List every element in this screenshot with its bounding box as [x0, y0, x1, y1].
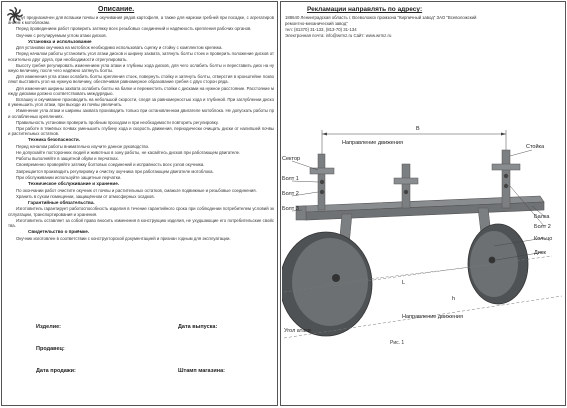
address-line: 188640 Ленинградская область г. Всеволожск промзона "Кирпичный завод" ЗАО "Всеволожский — [285, 15, 477, 20]
left-page — [1, 1, 278, 406]
paragraph: Перед проведением работ проверить затяжку всех резьбовых соединений и надёжность крепления рабочих органов. — [16, 26, 252, 32]
dimension-b — [322, 126, 506, 196]
section-heading: Свидетельство о приёмке. — [28, 229, 90, 235]
section-heading: Техника безопасности. — [28, 137, 81, 143]
hiller-diagram — [282, 46, 564, 346]
label-stand: Стойка — [526, 144, 545, 150]
label-direction-top: Направление движения — [342, 140, 403, 146]
label-direction-bottom: Направление движения — [402, 314, 463, 320]
paragraph: Запрещается производить регулировку и очистку окучника при работающем двигателе мотоблока. — [16, 168, 214, 174]
product-label: Изделие: — [36, 324, 62, 330]
label-sector: Сектор — [282, 156, 301, 162]
label-bolt-2: Болт 2 — [282, 191, 299, 197]
paragraph: Правильность установки проверить пробным проходом и при необходимости повторить регулировку. — [16, 119, 219, 125]
paragraph: Не допускайте посторонних людей и животных в зону работы, не касайтесь дисков при работающем двигателе. — [16, 150, 241, 156]
paragraph: Плуг предназначен для вспашки почвы и окучивания рядов картофеля, а также для нарезки гребней при посадке, с агрегатированием к мотоблокам. — [8, 15, 274, 26]
section-heading: Гарантийные обязательства. — [28, 199, 95, 205]
label-bolt-3: Болт 3 — [282, 206, 299, 212]
contacts-line: Электронная почта: info@wrmz.ru Сайт: www.wrmz.ru — [285, 33, 392, 38]
label-depth-h: h — [452, 296, 456, 302]
label-beam: Балка — [534, 214, 550, 220]
label-ring: Кольцо — [534, 236, 553, 242]
paragraph: Окучник с регулируемым углом атаки дисков. — [16, 32, 107, 38]
disc-right — [468, 224, 528, 304]
address-line: ремонтно-механический завод" — [285, 21, 348, 26]
claims-address-title: Рекламации направлять по адресу: — [307, 6, 423, 13]
paragraph: Вспашку и окучивание производить на небольшой скорости, следя за равномерностью хода и глубиной. При заглублении дисков уменьшить угол атаки, при выходе из почвы увеличить. — [8, 97, 274, 108]
paragraph: Хранить в сухом помещении, защищённом от атмосферных осадков. — [16, 193, 155, 199]
paragraph: При работе в тяжёлых почвах уменьшить глубину хода и скорость движения, периодически очищать диски от налипшей почвы и растительных остатков. — [8, 126, 274, 137]
form-row-seller — [8, 342, 274, 364]
figure-caption: Рис. 1 — [390, 340, 405, 346]
section-heading: Техническое обслуживание и хранение. — [28, 181, 120, 187]
paragraph: Работы выполняйте в защитной обуви и перчатках. — [16, 156, 119, 162]
phone-line: тел: (81370) 31-133, (813-70) 31-134 — [285, 27, 357, 32]
form-row-product — [8, 320, 274, 342]
label-width-l: L — [402, 280, 406, 286]
paragraph: Перед началом работы установить угол атаки дисков и ширину захвата, затянуть болты стоек и проверить положение дисков относительно друг друга, при необходимости отрегулировать. — [8, 51, 274, 62]
paragraph: При обслуживании используйте защитные перчатки. — [16, 174, 122, 180]
paragraph: Изготовитель гарантирует работоспособность изделия в течение гарантийного срока при соблюдении потребителем условий эксплуатации, транспортирования и хранения. — [8, 206, 274, 217]
label-attack-angle: Угол атаки — [284, 328, 311, 334]
sale-form — [8, 320, 274, 386]
paragraph: Для изменения угла атаки ослабить болты крепления стоек, повернуть стойку и затянуть болты, отверстия в кронштейне позволяют выставить угол на нужную величину, обеспечивая равномерное образование гребня с двух сторон ряда. — [8, 74, 274, 85]
sale-date-label: Дата продажи: — [36, 368, 76, 374]
instructions-body — [8, 15, 274, 242]
paragraph: Высоту гребня регулировать изменением угла атаки и глубины хода дисков, для чего ослабить болты и переставить диск на нужную величину, после чего надёжно затянуть болты. — [8, 62, 274, 74]
seller-label: Продавец: — [36, 346, 65, 352]
paragraph: По окончании работ очистите окучник от почвы и растительных остатков, смажьте подвижные и резьбовые соединения. — [16, 187, 257, 193]
form-row-sale — [8, 364, 274, 386]
label-disc: Диск — [534, 250, 546, 256]
paragraph: Окучник изготовлен в соответствии с конструкторской документацией и признан годным для эксплуатации. — [16, 235, 231, 241]
shop-stamp-label: Штамп магазина: — [178, 368, 225, 374]
paragraph: Изменение угла атаки и ширины захвата производить только при остановленном двигателе мотоблока. Не допускать работы при ослабленных креплениях. — [8, 108, 274, 119]
paragraph: Для изменения ширины захвата ослабить болты на балке и переместить стойки с дисками на нужное расстояние. Расстояние между дисками должно соответствовать междурядью. — [8, 85, 274, 96]
paragraph: Своевременно проверяйте затяжку болтовых соединений и исправность всех узлов окучника. — [16, 162, 205, 168]
paragraph: Перед началом работы внимательно изучите данное руководство. — [16, 143, 150, 149]
label-bolt-1: Болт 1 — [282, 176, 299, 182]
section-heading: Установка и использование — [28, 38, 92, 44]
paragraph: Для установки окучника на мотоблок необходимо использовать сцепку и стойку с комплектом крепежа. — [16, 45, 223, 51]
paragraph: Изготовитель оставляет за собой право вносить изменения в конструкцию изделия, не ухудшающие его потребительские свойства. — [8, 217, 274, 228]
document-title: Описание. — [98, 6, 135, 13]
release-date-label: Дата выпуска: — [178, 324, 218, 330]
label-bolt-2-right: Болт 2 — [534, 224, 551, 230]
dimension-b-label: В — [416, 126, 420, 132]
